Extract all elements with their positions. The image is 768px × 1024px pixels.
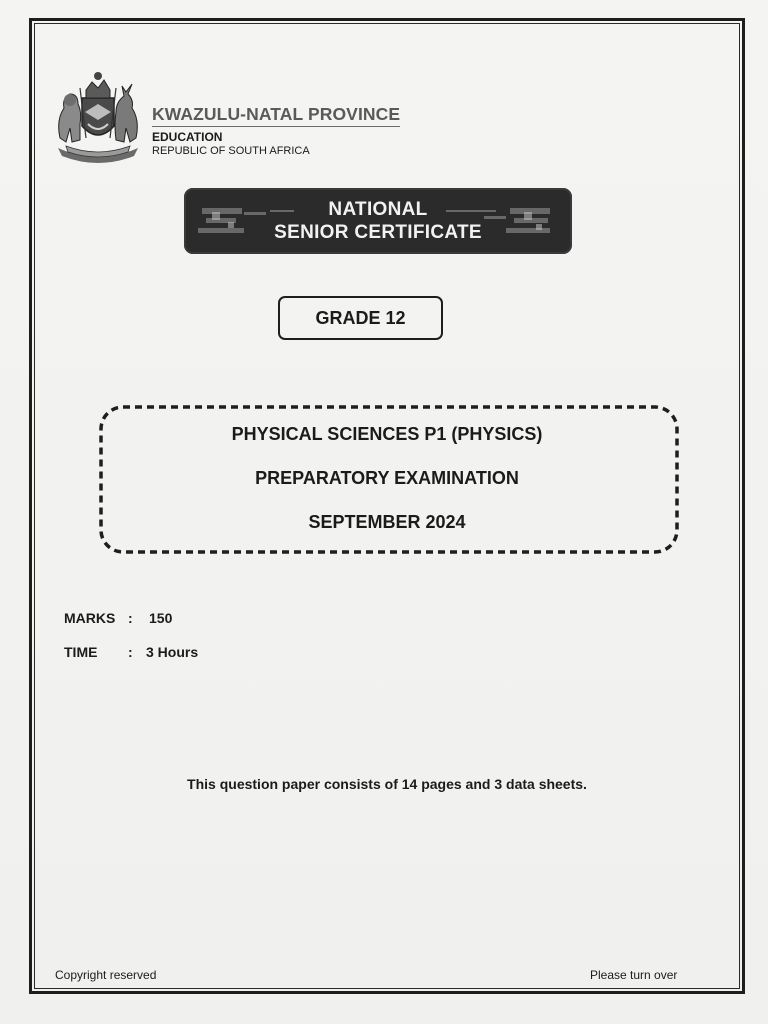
- province-divider: [152, 126, 400, 127]
- province-name: KWAZULU-NATAL PROVINCE: [152, 104, 401, 124]
- footer-turn-over: Please turn over: [590, 968, 678, 982]
- time-label: TIME: [64, 644, 98, 660]
- banner-line-senior-certificate: SENIOR CERTIFICATE: [274, 222, 482, 243]
- time-separator: :: [128, 644, 133, 660]
- page-count-note: This question paper consists of 14 pages and 3 data sheets.: [187, 776, 587, 792]
- marks-label: MARKS: [64, 610, 116, 626]
- nsc-banner: [184, 188, 572, 254]
- time-value: 3 Hours: [146, 644, 199, 660]
- subject-title: PHYSICAL SCIENCES P1 (PHYSICS): [231, 424, 543, 444]
- grade-label: GRADE 12: [278, 296, 443, 340]
- banner-line-national: NATIONAL: [328, 199, 428, 220]
- coat-of-arms-icon: [52, 68, 144, 166]
- exam-date: SEPTEMBER 2024: [308, 512, 466, 532]
- marks-separator: :: [128, 610, 133, 626]
- footer-copyright: Copyright reserved: [55, 968, 157, 982]
- department-name: EDUCATION: [152, 130, 223, 144]
- country-name: REPUBLIC OF SOUTH AFRICA: [152, 145, 310, 157]
- banner-texture: [184, 188, 572, 254]
- marks-value: 150: [149, 610, 173, 626]
- exam-type: PREPARATORY EXAMINATION: [255, 468, 519, 488]
